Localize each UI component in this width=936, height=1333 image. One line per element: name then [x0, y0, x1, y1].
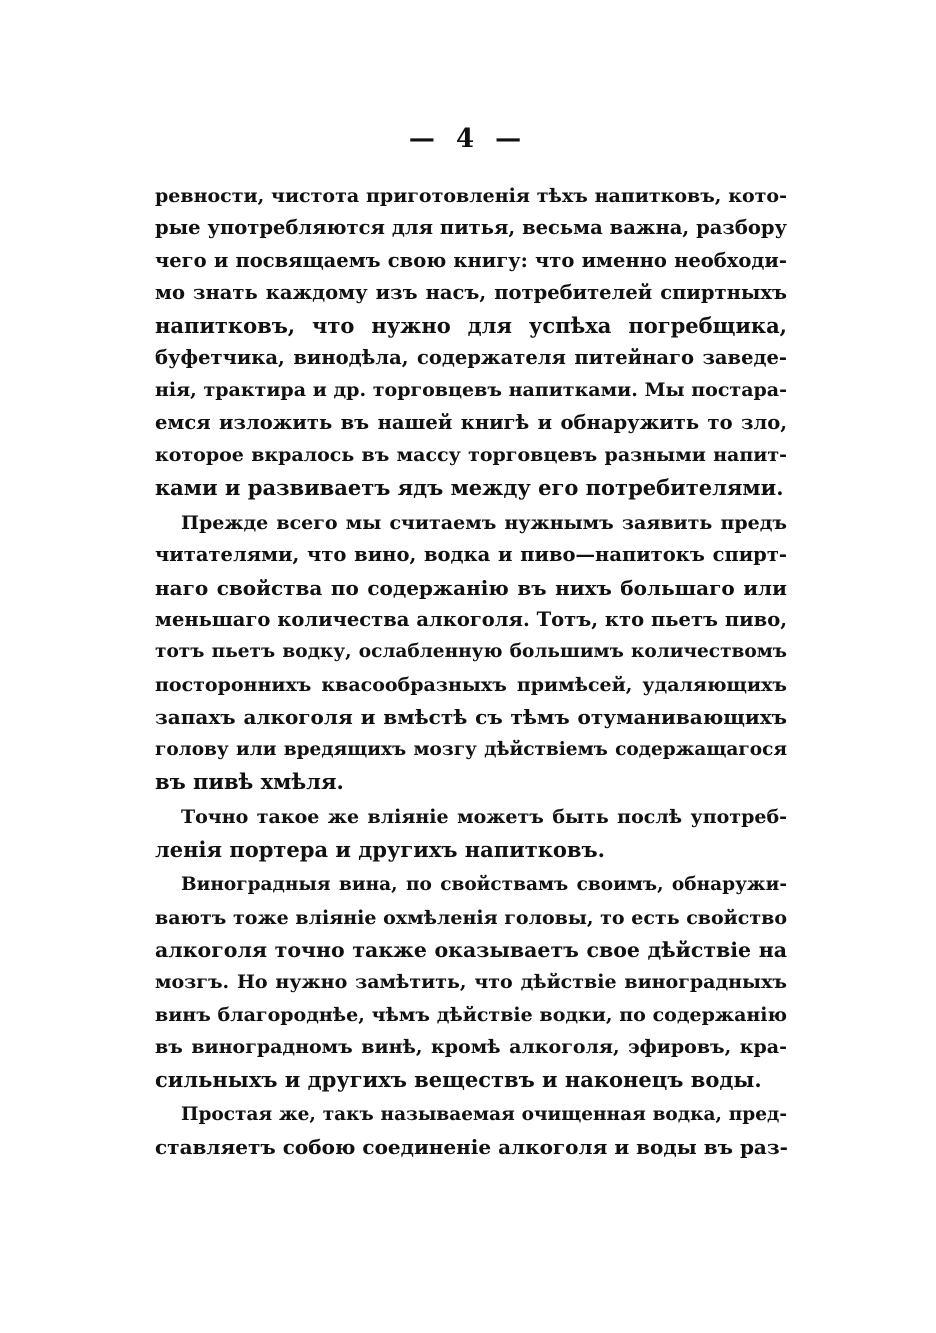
text-line: наго свойства по содержанію въ нихъ большаго или: [155, 575, 787, 600]
text-line: Прежде всего мы считаемъ нужнымъ заявить предъ: [181, 511, 787, 534]
text-line: рые употребляются для питья, весьма важна, разбору: [155, 216, 787, 240]
text-line: емся изложить въ нашей книгѣ и обнаружить то зло,: [155, 410, 787, 434]
text-line: запахъ алкоголя и вмѣстѣ съ тѣмъ отуманивающихъ: [155, 705, 787, 730]
text-line: буфетчика, винодѣла, содержателя питейнаго заведе-: [155, 345, 787, 369]
paragraph-3: [155, 801, 787, 866]
text-line: мо знать каждому изъ насъ, потребителей спиртныхъ: [155, 281, 787, 305]
page-number: — 4 —: [408, 124, 528, 154]
paragraph-2: [155, 507, 787, 799]
paragraph-5: [155, 1099, 787, 1164]
text-line: постороннихъ квасообразныхъ примѣсей, удаляющихъ: [155, 673, 787, 696]
text-line: въ пивѣ хмѣля.: [155, 769, 344, 795]
text-line: читателями, что вино, водка и пиво—напитокъ спирт-: [155, 543, 787, 567]
body-text: [155, 180, 787, 1164]
text-line: которое вкралось въ массу торговцевъ разными напит-: [155, 444, 787, 467]
text-line: ревности, чистота приготовленія тѣхъ напитковъ, кото-: [155, 185, 787, 207]
text-line: ваютъ тоже вліяніе охмѣленія головы, то есть свойство: [155, 906, 787, 929]
text-line: сильныхъ и другихъ веществъ и наконецъ воды.: [155, 1066, 762, 1092]
text-line: тотъ пьетъ водку, ослабленную большимъ количествомъ: [155, 641, 787, 663]
text-line: ками и развиваетъ ядъ между его потребителями.: [155, 474, 784, 500]
text-line: нія, трактира и др. торговцевъ напитками. Мы постара-: [155, 379, 787, 402]
text-line: Простая же, такъ называемая очищенная водка, пред-: [181, 1103, 787, 1125]
text-line: голову или вредящихъ мозгу дѣйствіемъ содержащагося: [155, 738, 787, 760]
text-line: ставляетъ собою соединеніе алкоголя и воды въ раз-: [155, 1135, 788, 1160]
text-line: чего и посвящаемъ свою книгу: что именно необходи-: [155, 248, 787, 272]
text-line: мозгъ. Но нужно замѣтить, что дѣйствіе виноградныхъ: [155, 971, 787, 994]
text-line: алкоголя точно также оказываетъ свое дѣйствіе на: [155, 937, 787, 962]
text-line: напитковъ, что нужно для успѣха погребщика,: [155, 312, 787, 338]
paragraph-4: [155, 869, 787, 1096]
text-line: меньшаго количества алкоголя. Тотъ, кто пьетъ пиво,: [155, 608, 787, 632]
text-line: ленія портера и другихъ напитковъ.: [155, 836, 605, 862]
paragraph-1: [155, 180, 787, 504]
text-line: въ виноградномъ винѣ, кромѣ алкоголя, эфировъ, кра-: [155, 1036, 787, 1059]
text-line: винъ благороднѣе, чѣмъ дѣйствіе водки, по содержанію: [155, 1003, 787, 1026]
text-line: Виноградныя вина, по свойствамъ своимъ, обнаружи-: [181, 874, 787, 896]
text-line: Точно такое же вліяніе можетъ быть послѣ употреб-: [181, 806, 787, 829]
